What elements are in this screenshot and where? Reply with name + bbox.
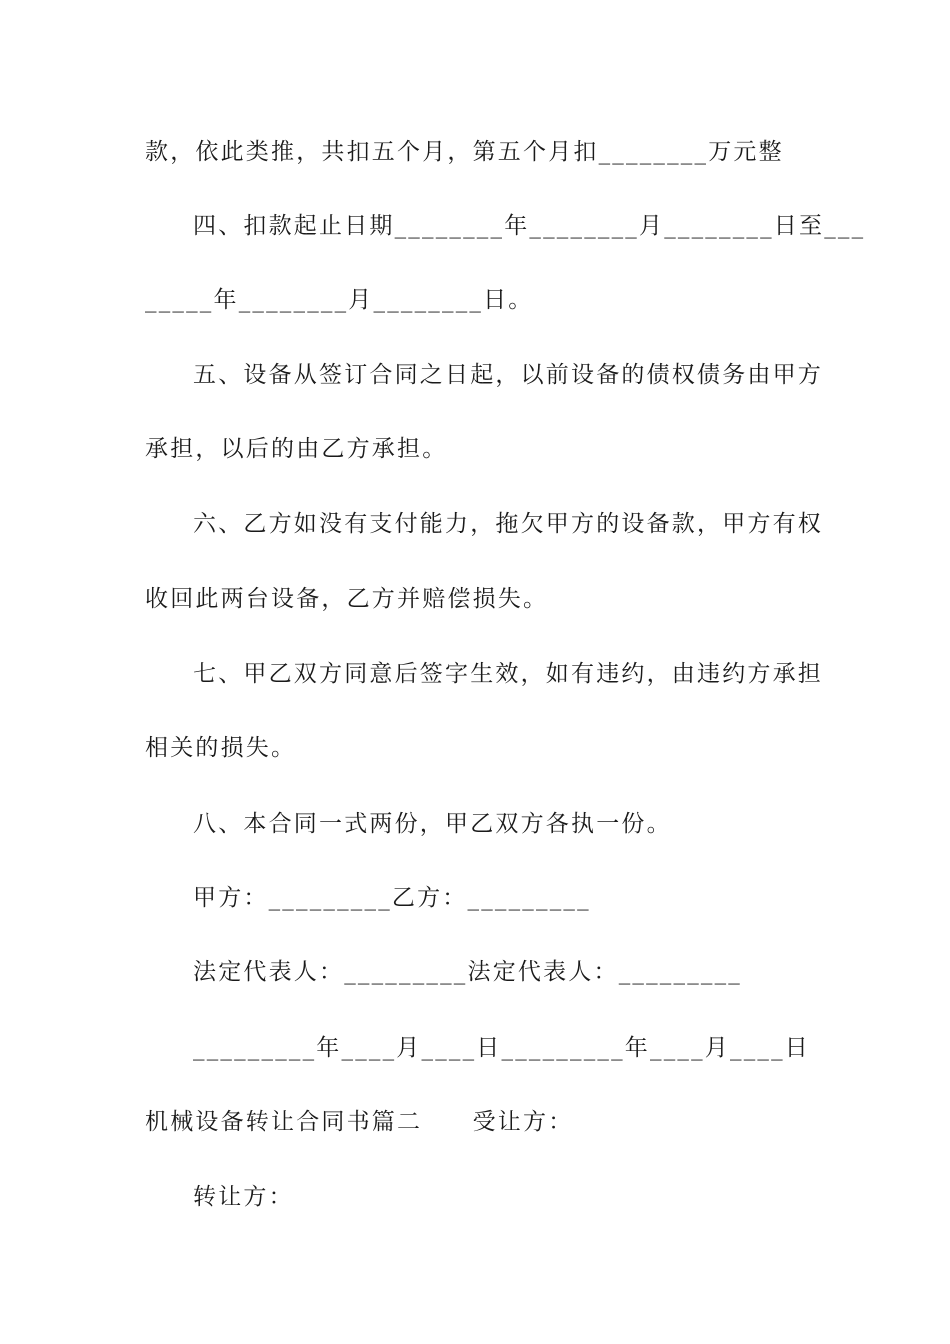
party-signature-line: 甲方：_________乙方：_________ <box>193 885 591 911</box>
paragraph-line: 承担，以后的由乙方承担。 <box>145 436 448 462</box>
transferor-line: 转让方： <box>193 1184 294 1210</box>
clause-8-copies: 八、本合同一式两份，甲乙双方各执一份。 <box>193 811 672 837</box>
paragraph-line: 相关的损失。 <box>145 735 297 761</box>
clause-5-debt-transfer: 五、设备从签订合同之日起，以前设备的债权债务由甲方 <box>193 362 823 388</box>
signature-date-line: _________年____月____日_________年____月____日 <box>193 1035 810 1061</box>
section-title-contract-two: 机械设备转让合同书篇二 受让方： <box>145 1109 574 1135</box>
legal-representative-line: 法定代表人：_________法定代表人：_________ <box>193 959 742 985</box>
paragraph-line: 款，依此类推，共扣五个月，第五个月扣________万元整 <box>145 139 784 165</box>
paragraph-line: _____年________月________日。 <box>145 287 534 313</box>
clause-7-effectiveness: 七、甲乙双方同意后签字生效，如有违约，由违约方承担 <box>193 661 823 687</box>
clause-6-default: 六、乙方如没有支付能力，拖欠甲方的设备款，甲方有权 <box>193 511 823 537</box>
clause-4-deduction-period: 四、扣款起止日期________年________月________日至___ <box>193 213 866 239</box>
paragraph-line: 收回此两台设备，乙方并赔偿损失。 <box>145 586 549 612</box>
